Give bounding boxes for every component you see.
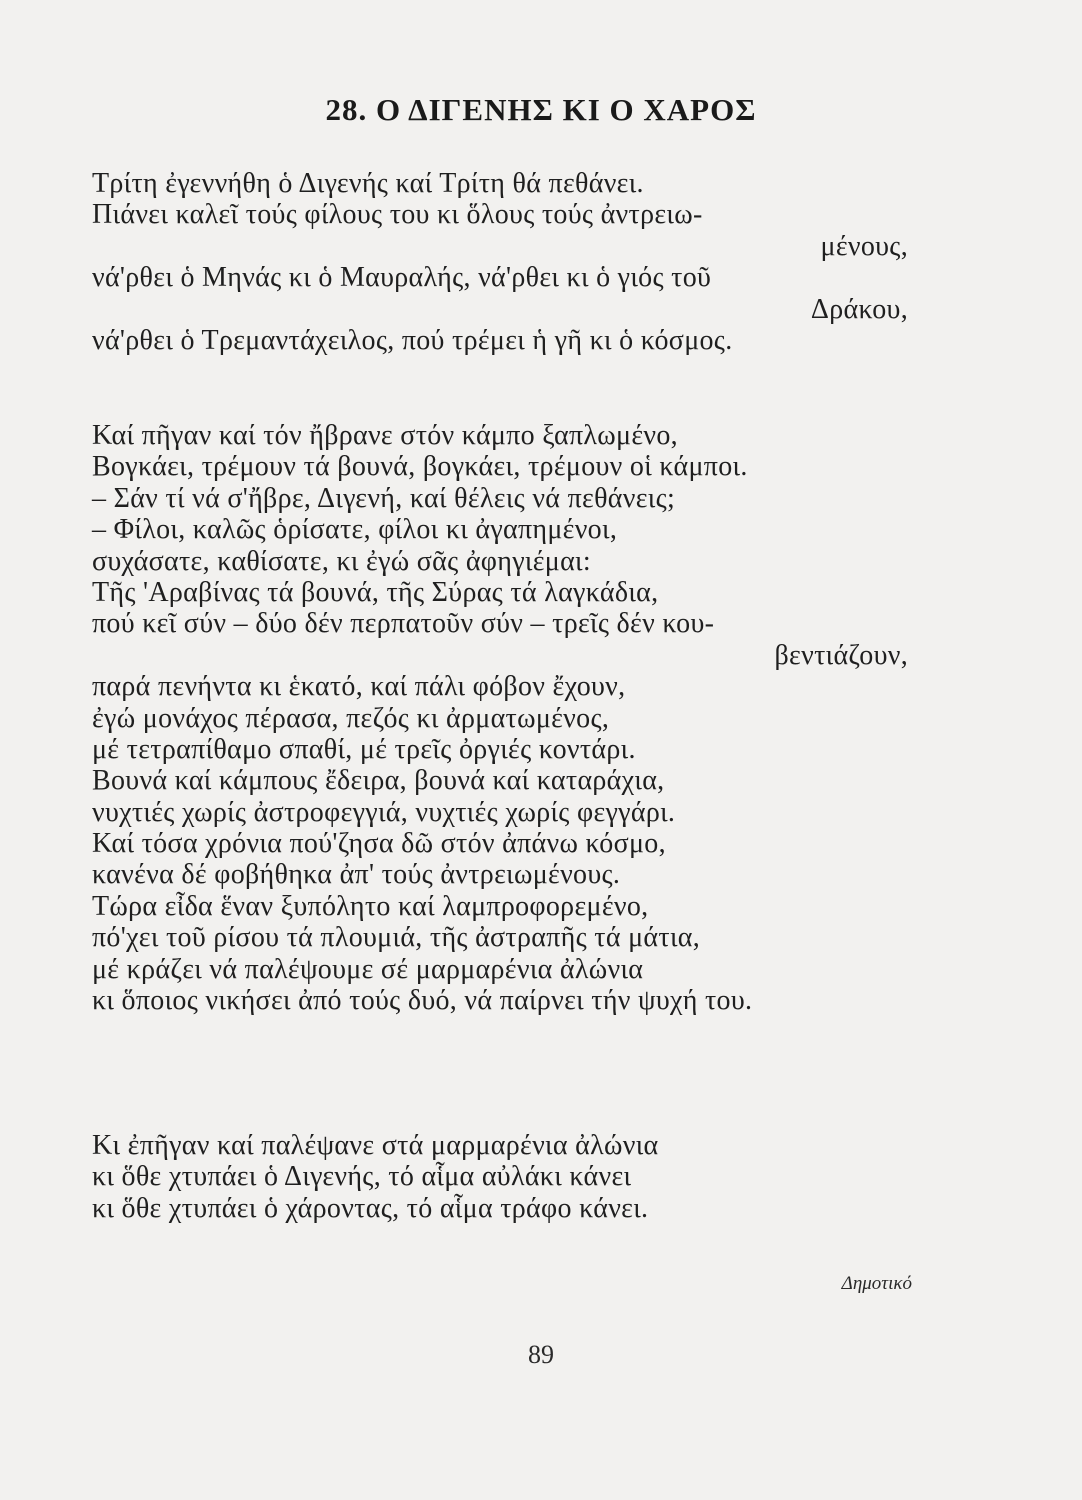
verse-line: – Φίλοι, καλῶς ὁρίσατε, φίλοι κι ἀγαπημένοι, [92,514,618,546]
verse-line: νυχτιές χωρίς ἀστροφεγγιά, νυχτιές χωρίς φεγγάρι. [92,796,676,828]
stanza-3 [92,1130,912,1224]
verse-line: Καί πῆγαν καί τόν ἤβρανε στόν κάμπο ξαπλωμένο, [92,420,678,451]
verse-line: Πιάνει καλεῖ τούς φίλους του κι ὅλους τούς ἀντρειω- [92,199,703,231]
attribution: Δημοτικό [841,1273,912,1294]
verse-line: Βογκάει, τρέμουν τά βουνά, βογκάει, τρέμουν οἱ κάμποι. [92,451,748,483]
verse-line: παρά πενήντα κι ἑκατό, καί πάλι φόβον ἔχουν, [92,671,626,703]
verse-line: κι ὅθε χτυπάει ὁ χάροντας, τό αἷμα τράφο κάνει. [92,1192,649,1224]
verse-line-continuation: Δράκου, [810,293,908,325]
verse-line: Τῆς 'Αραβίνας τά βουνά, τῆς Σύρας τά λαγκάδια, [92,576,659,608]
verse-line: πού κεῖ σύν – δύο δέν περπατοῦν σύν – τρεῖς δέν κου- [92,608,715,640]
verse-line: κι ὅθε χτυπάει ὁ Διγενής, τό αἷμα αὐλάκι κάνει [92,1161,632,1193]
verse-line: μέ κράζει νά παλέψουμε σέ μαρμαρένια ἀλώνια [92,953,644,985]
verse-line: Τώρα εἶδα ἕναν ξυπόλητο καί λαμπροφορεμένο, [92,890,649,922]
verse-line: μέ τετραπίθαμο σπαθί, μέ τρεῖς ὀργιές κοντάρι. [92,733,636,765]
verse-line: Βουνά καί κάμπους ἔδειρα, βουνά καί καταράχια, [92,765,665,797]
verse-line-continuation: βεντιάζουν, [774,639,908,671]
stanza-2 [92,420,912,1016]
verse-line: Καί τόσα χρόνια πού'ζησα δῶ στόν ἀπάνω κόσμο, [92,828,666,860]
poem-title: 28. Ο ΔΙΓΕΝΗΣ ΚΙ Ο ΧΑΡΟΣ [325,92,757,127]
verse-line: συχάσατε, καθίσατε, κι ἐγώ σᾶς ἀφηγιέμαι: [92,545,591,577]
verse-line: κι ὅποιος νικήσει ἀπό τούς δυό, νά παίρνει τήν ψυχή του. [92,985,753,1017]
verse-line: Τρίτη ἐγεννήθη ὁ Διγενής καί Τρίτη θά πεθάνει. [92,168,644,199]
page-number: 89 [528,1340,554,1369]
verse-line: ἐγώ μονάχος πέρασα, πεζός κι ἀρματωμένος, [92,702,610,734]
verse-line: Κι ἐπῆγαν καί παλέψανε στά μαρμαρένια ἀλώνια [92,1130,659,1161]
verse-line: νά'ρθει ὁ Μηνάς κι ὁ Μαυραλής, νά'ρθει κι ὁ γιός τοῦ [92,262,712,294]
verse-line: πό'χει τοῦ ρίσου τά πλουμιά, τῆς ἀστραπῆς τά μάτια, [92,922,701,954]
verse-line: κανένα δέ φοβήθηκα ἀπ' τούς ἀντρειωμένους. [92,859,621,891]
verse-line: – Σάν τί νά σ'ἤβρε, Διγενή, καί θέλεις νά πεθάνεις; [92,482,676,514]
verse-line-continuation: μένους, [820,230,908,262]
verse-line: νά'ρθει ὁ Τρεμαντάχειλος, πού τρέμει ἡ γῆ κι ὁ κόσμος. [92,324,733,356]
stanza-1 [92,168,912,356]
